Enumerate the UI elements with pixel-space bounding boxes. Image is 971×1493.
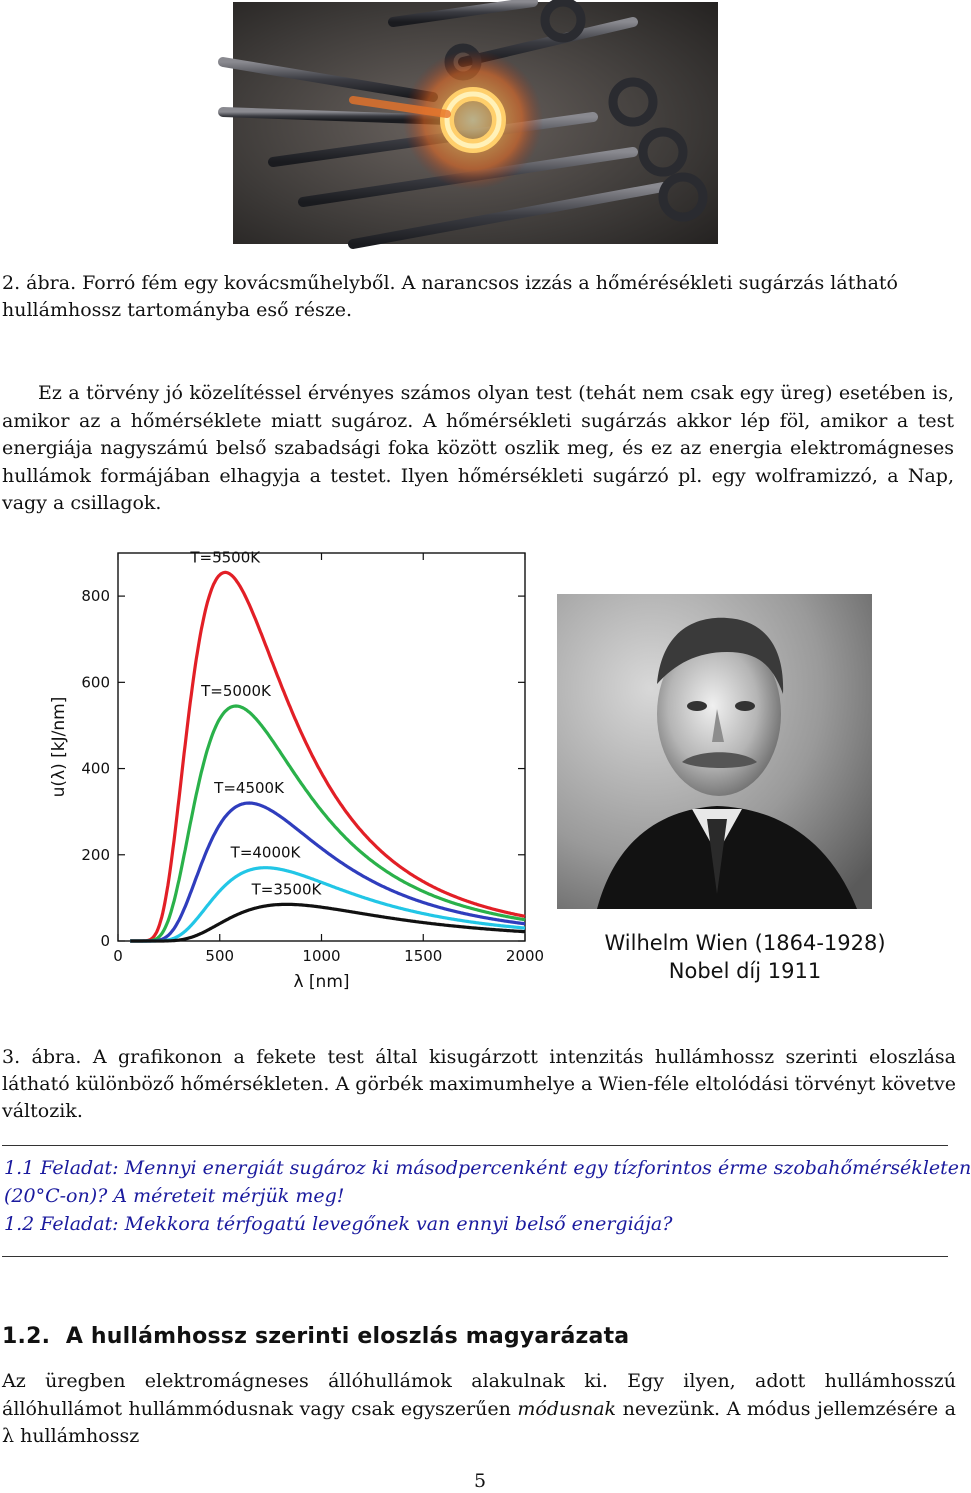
curve-label-5000K: T=5000K [201, 682, 271, 701]
figure-3-caption: 3. ábra. A grafikonon a fekete test által kisugárzott intenzitás hullámhossz szerinti eloszlása látható különböző hőmérsékleten. A görbék maximumhelye a Wien-féle eltolódási törvényt követve változik. [2, 1046, 956, 1122]
y-tick-label: 0 [100, 932, 110, 950]
x-tick-label: 0 [113, 947, 123, 965]
task-1-line-1: 1.1 Feladat: Mennyi energiát sugároz ki másodpercenként egy tízforintos érme szobahőmérsékleten [4, 1157, 971, 1179]
curve-label-4500K: T=4500K [214, 779, 284, 798]
wien-portrait-drawing [557, 594, 872, 909]
y-tick-label: 800 [81, 587, 110, 606]
figure-2-caption: 2. ábra. Forró fém egy kovácsműhelyből. A narancsos izzás a hőmérésékleti sugárzás látható hullámhossz tartományba eső része. [2, 272, 898, 321]
x-axis-label: λ [nm] [293, 972, 350, 992]
wien-portrait [557, 594, 872, 909]
x-tick-label: 1500 [404, 947, 443, 965]
curve-4000K [130, 868, 525, 941]
portrait-name: Wilhelm Wien (1864-1928) [604, 931, 886, 955]
section-title: 1.2. A hullámhossz szerinti eloszlás magyarázata [2, 1324, 630, 1349]
blackbody-chart [40, 545, 545, 1000]
section-paragraph [2, 1368, 956, 1451]
section-paragraph-end: nevezünk. A módus jellemzésére a λ hullámhossz [2, 1397, 956, 1447]
curve-5000K [130, 706, 525, 941]
y-tick-label: 600 [81, 673, 110, 692]
curve-label-3500K: T=3500K [251, 880, 322, 899]
task-2: 1.2 Feladat: Mekkora térfogatú levegőnek van ennyi belső energiája? [4, 1213, 673, 1235]
x-tick-label: 1000 [302, 947, 341, 965]
portrait-nobel: Nobel díj 1911 [668, 959, 822, 983]
task-top-rule [2, 1145, 948, 1146]
curve-label-5500K: T=5500K [190, 548, 261, 567]
x-tick-label: 2000 [505, 947, 545, 965]
curve-label-4000K: T=4000K [230, 843, 301, 862]
forge-photo-drawing [233, 2, 718, 244]
task-1-line-2: (20°C-on)? A méreteit mérjük meg! [4, 1185, 345, 1207]
y-tick-label: 400 [81, 759, 110, 778]
section-paragraph-emphasis: módusnak [517, 1397, 617, 1420]
task-bottom-rule [2, 1256, 948, 1257]
blackbody-chart-svg [40, 545, 545, 1000]
page-number: 5 [473, 1470, 487, 1492]
y-tick-label: 200 [81, 845, 110, 864]
section-paragraph-start: Az üregben elektromágneses állóhullámok alakulnak ki. Egy ilyen, adott hullámhosszú állóhullámot hullámmódusnak vagy csak egyszerűen [2, 1370, 956, 1420]
paragraph-thermal-radiation: Ez a törvény jó közelítéssel érvényes számos olyan test (tehát nem csak egy üreg) esetében is, amikor az a hőmérséklete miatt sugároz. A hőmérsékleti sugárzás akkor lép föl, amikor a test energiája nagyszámú belső szabadsági foka között oszlik meg, és ez az energia elektromágneses hullámok formájában elhagyja a testet. Ilyen hőmérsékleti sugárzó pl. egy wolframizzó, a Nap, vagy a csillagok. [2, 382, 954, 514]
y-axis-label: u(λ) [kJ/nm] [49, 696, 69, 798]
forge-photo [233, 2, 718, 244]
x-tick-label: 500 [205, 947, 235, 965]
